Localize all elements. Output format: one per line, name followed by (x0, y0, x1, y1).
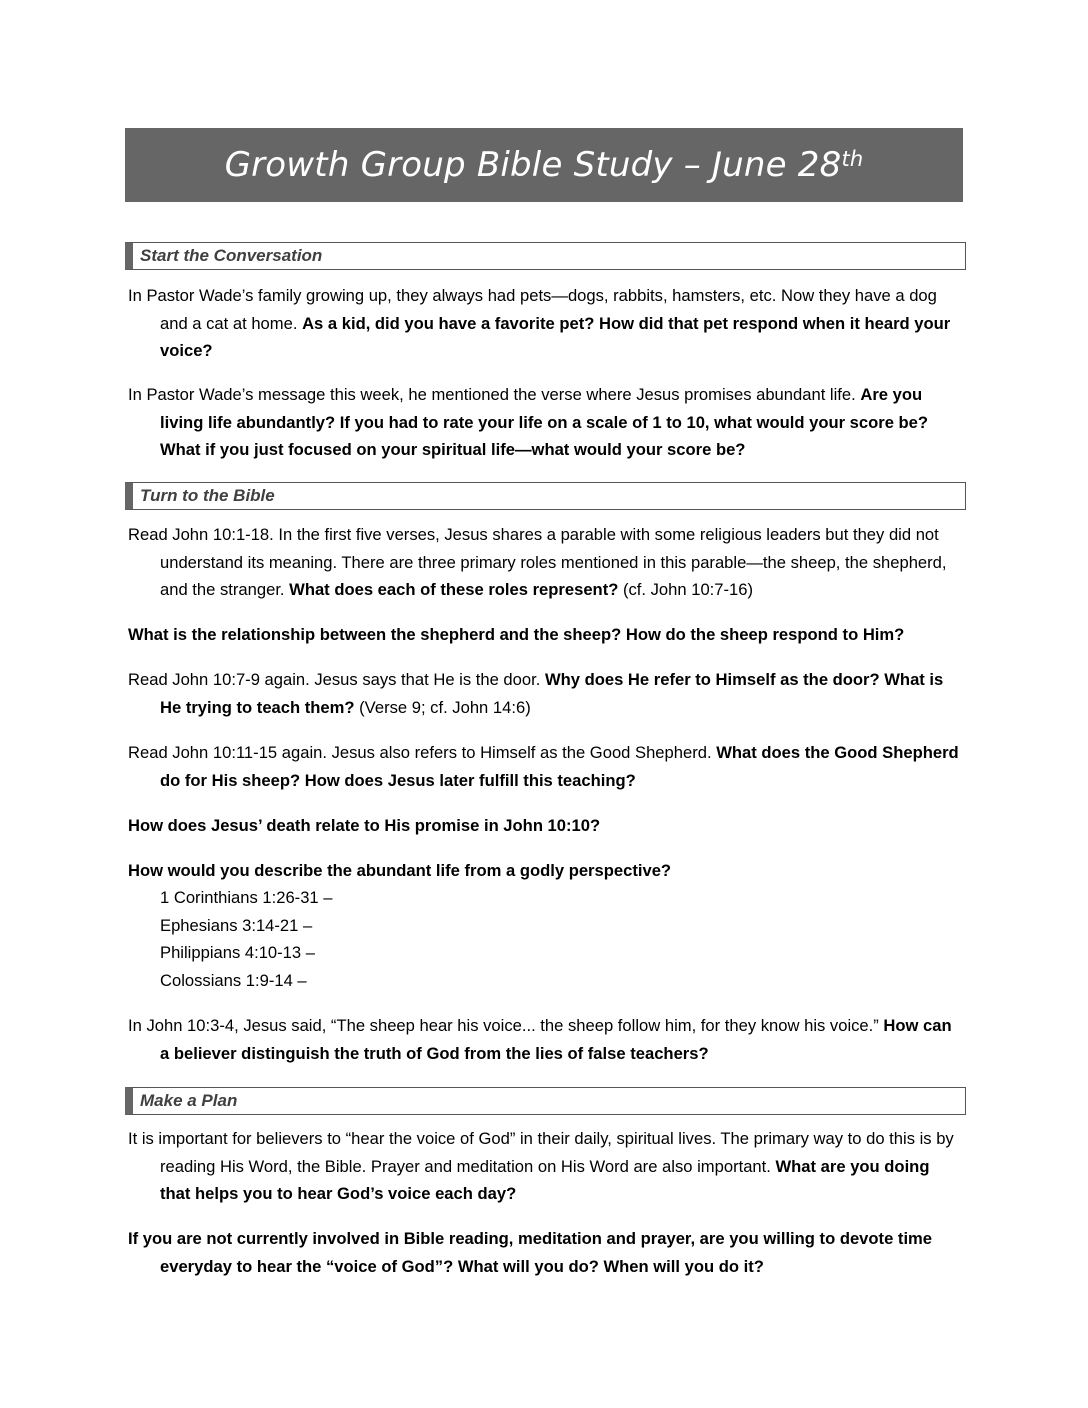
section-header-make-plan: Make a Plan (125, 1087, 966, 1115)
list-item: Colossians 1:9-14 – (160, 970, 307, 990)
question-text: As a kid, did you have a favorite pet? How did that pet respond when it heard your voice? (160, 313, 951, 360)
title-superscript: th (841, 147, 864, 171)
reference-list (160, 884, 560, 994)
paragraph-john-10-1-18 (128, 521, 963, 604)
paragraph-text: Read John 10:7-9 again. Jesus says that He is the door. (128, 670, 545, 689)
document-title (125, 128, 963, 202)
question-text: What does the Good Shepherd do for His sheep? How does Jesus later fulfill this teaching? (160, 743, 959, 790)
list-item: Ephesians 3:14-21 – (160, 915, 313, 935)
paragraph-hear-voice (128, 1012, 963, 1067)
paragraph-voice-of-god (128, 1125, 963, 1208)
paragraph-good-shepherd (128, 739, 963, 794)
reference-text: (Verse 9; cf. John 14:6) (354, 697, 531, 717)
question-text: What is the relationship between the shepherd and the sheep? How do the sheep respond to Him? (128, 625, 905, 644)
paragraph-pets (128, 282, 963, 365)
question-text: Are you living life abundantly? If you had to rate your life on a scale of 1 to 10, what would your score be? What if you just focused on your spiritual life—what would your score be? (160, 385, 929, 459)
paragraph-text: In Pastor Wade’s message this week, he mentioned the verse where Jesus promises abundant life. (128, 385, 861, 404)
paragraph-shepherd-sheep (128, 621, 963, 649)
list-item: 1 Corinthians 1:26-31 – (160, 888, 333, 907)
paragraph-commitment (128, 1225, 963, 1280)
reference-text: (cf. John 10:7-16) (618, 580, 754, 599)
paragraph-jesus-death (128, 812, 963, 840)
paragraph-godly-perspective (128, 857, 963, 885)
question-text: How can a believer distinguish the truth of God from the lies of false teachers? (160, 1016, 952, 1063)
question-text: What does each of these roles represent? (289, 580, 619, 599)
section-header-turn-to-bible: Turn to the Bible (125, 482, 966, 510)
question-text: If you are not currently involved in Bible reading, meditation and prayer, are you willing to devote time everyday to hear the “voice of God”? What will you do? When will you do it? (128, 1229, 933, 1276)
paragraph-text: Read John 10:11-15 again. Jesus also refers to Himself as the Good Shepherd. (128, 743, 717, 762)
question-text: What are you doing that helps you to hear God’s voice each day? (160, 1156, 930, 1203)
title-text: Growth Group Bible Study – June 28 (224, 145, 842, 185)
question-text: How does Jesus’ death relate to His promise in John 10:10? (128, 816, 601, 835)
section-header-start-conversation: Start the Conversation (125, 242, 966, 270)
paragraph-text: In John 10:3-4, Jesus said, “The sheep hear his voice... the sheep follow him, for they know his voice.” (128, 1016, 884, 1035)
paragraph-door (128, 666, 963, 721)
paragraph-text: In Pastor Wade’s family growing up, they always had pets—dogs, rabbits, hamsters, etc. Now they have a dog and a cat at home. (128, 286, 937, 333)
list-item: Philippians 4:10-13 – (160, 943, 315, 962)
question-text: How would you describe the abundant life from a godly perspective? (128, 861, 672, 880)
paragraph-text: It is important for believers to “hear the voice of God” in their daily, spiritual lives. The primary way to do this is by reading His Word, the Bible. Prayer and meditation on His Word are also important. (128, 1129, 954, 1176)
paragraph-abundant-life (128, 381, 963, 464)
question-text: Why does He refer to Himself as the door? What is He trying to teach them? (160, 670, 944, 717)
paragraph-text: Read John 10:1-18. In the first five verses, Jesus shares a parable with some religious leaders but they did not understand its meaning. There are three primary roles mentioned in this parable—the sheep, the shepherd, and the stranger. (128, 525, 947, 599)
